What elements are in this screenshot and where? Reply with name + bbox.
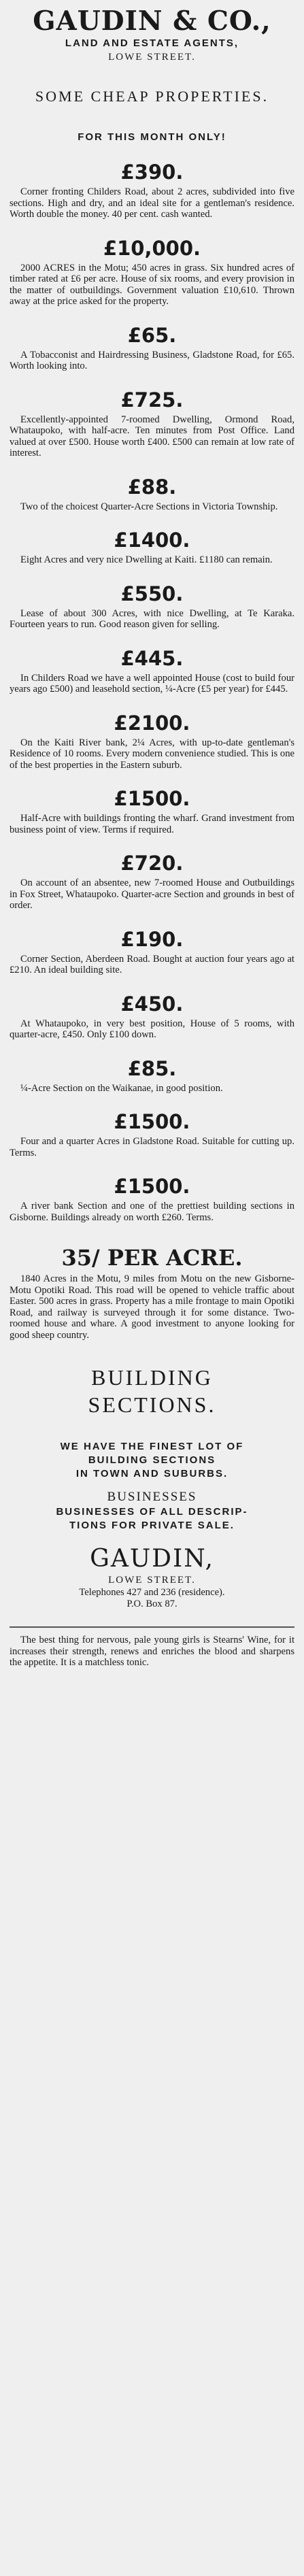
footer-street: LOWE STREET. xyxy=(108,1575,196,1586)
listing-description: Corner fronting Childers Road, about 2 acres, subdivided into five sections. High and dry, and an ideal site for a gentleman's residence. Worth double the money. 40 per cent. cash wanted. xyxy=(10,186,294,220)
listings xyxy=(10,161,294,1223)
masthead-street: LOWE STREET. xyxy=(108,52,196,63)
listing xyxy=(10,992,294,1041)
footer-box: P.O. Box 87. xyxy=(126,1599,178,1609)
listing xyxy=(10,237,294,307)
listing-price: £1500. xyxy=(114,787,190,810)
listing-description: On the Kaiti River bank, 2¼ Acres, with up-to-date gentleman's Residence of 10 rooms. Every modern convenience studied. This is one of the best properties in the Eastern suburb. xyxy=(10,737,294,771)
listing-description: On account of an absentee, new 7-roomed House and Outbuildings in Fox Street, Whataupoko. Quarter-acre Section and grounds in best of order. xyxy=(10,877,294,911)
listing-price: £445. xyxy=(120,646,184,670)
listing-description: Corner Section, Aberdeen Road. Bought at auction four years ago at £210. An ideal building site. xyxy=(10,953,294,975)
listing-price: £85. xyxy=(127,1056,177,1080)
rate-listing xyxy=(10,1245,294,1341)
divider xyxy=(10,1626,294,1628)
listing xyxy=(10,388,294,459)
listing-description: Half-Acre with buildings fronting the wharf. Grand investment from business point of view. Terms if required. xyxy=(10,813,294,835)
footer-telephones: Telephones 427 and 236 (residence). xyxy=(79,1587,225,1598)
listing-description: In Childers Road we have a well appointed House (cost to build four years ago £500) and leasehold section, ¼-Acre (£5 per year) for £445. xyxy=(10,672,294,695)
rate-listing-description: 1840 Acres in the Motu, 9 miles from Motu on the new Gisborne-Motu Opotiki Road. This road will be opened to vehicle traffic about Easter. 500 acres in grass. Property has a mile frontage to main Opotiki Road, and railway is surveyed through it for some distance. Two-roomed house and whare. A good investment to anyone looking for good sheep country. xyxy=(10,1273,294,1341)
listing xyxy=(10,1175,294,1223)
businesses-heading: BUSINESSES xyxy=(107,1490,197,1504)
building-heading-line2: SECTIONS. xyxy=(88,1392,216,1417)
listing-description: At Whataupoko, in very best position, House of 5 rooms, with quarter-acre, £450. Only £100 down. xyxy=(10,1018,294,1040)
subhead: FOR THIS MONTH ONLY! xyxy=(78,131,226,143)
listing-price: £720. xyxy=(120,852,184,875)
listing-description: ¼-Acre Section on the Waikanae, in good position. xyxy=(20,1082,223,1094)
listing-price: £1500. xyxy=(114,1110,190,1133)
listing-price: £450. xyxy=(120,992,184,1016)
listing xyxy=(10,475,294,513)
listing xyxy=(10,1057,294,1094)
listing xyxy=(10,161,294,220)
listing-price: £2100. xyxy=(114,711,190,735)
listing-price: £65. xyxy=(127,323,177,347)
listing-price: £550. xyxy=(120,582,184,605)
tonic-advert: The best thing for nervous, pale young girls is Stearns' Wine, for it increases their strength, renews and enriches the blood and sharpens the appetite. It is a matchless tonic. xyxy=(10,1635,294,1668)
listing-price: £1500. xyxy=(114,1175,190,1198)
listing-description: Two of the choicest Quarter-Acre Sections in Victoria Township. xyxy=(20,501,278,512)
listing xyxy=(10,852,294,911)
listing-description: A Tobacconist and Hairdressing Business, Gladstone Road, for £65. Worth looking into. xyxy=(10,349,294,371)
listing-description: Excellently-appointed 7-roomed Dwelling, Ormond Road, Whataupoko, with half-acre. Ten minutes from Post Office. Land valued at over £500. House worth £400. £500 can remain at low rate of interest. xyxy=(10,414,294,458)
building-heading-line1: BUILDING xyxy=(91,1365,213,1390)
listing xyxy=(10,787,294,835)
headline: SOME CHEAP PROPERTIES. xyxy=(35,88,269,105)
building-notice-line2: BUILDING SECTIONS xyxy=(88,1454,216,1466)
listing-description: A river bank Section and one of the prettiest building sections in Gisborne. Buildings already on worth £260. Terms. xyxy=(10,1201,294,1223)
footer-firm-name: GAUDIN, xyxy=(90,1545,214,1573)
listing-description: 2000 ACRES in the Motu; 450 acres in grass. Six hundred acres of timber rated at £6 per acre. House of six rooms, and every provision in the matter of outbuildings. Government valuation £10,610. Thrown away at the price asked for the property. xyxy=(10,262,294,307)
businesses-line2: TIONS FOR PRIVATE SALE. xyxy=(69,1520,235,1531)
listing xyxy=(10,647,294,695)
listing-price: £10,000. xyxy=(103,236,201,260)
listing-price: £88. xyxy=(127,475,177,499)
listing-price: £190. xyxy=(120,927,184,951)
listing xyxy=(10,1110,294,1158)
building-notice-line3: IN TOWN AND SUBURBS. xyxy=(75,1468,229,1479)
listing-price: £725. xyxy=(120,388,184,412)
listing xyxy=(10,712,294,771)
listing-description: Lease of about 300 Acres, with nice Dwelling, at Te Karaka. Fourteen years to run. Good reason given for selling. xyxy=(10,607,294,630)
listing-description: Eight Acres and very nice Dwelling at Kaiti. £1180 can remain. xyxy=(20,554,273,565)
listing xyxy=(10,582,294,631)
listing-price: £390. xyxy=(120,161,184,184)
listing-price: £1400. xyxy=(114,529,190,552)
listing xyxy=(10,529,294,566)
businesses-line1: BUSINESSES OF ALL DESCRIP- xyxy=(56,1506,248,1518)
listing xyxy=(10,324,294,372)
listing xyxy=(10,928,294,976)
building-notice-line1: WE HAVE THE FINEST LOT OF xyxy=(60,1441,244,1452)
listing-description: Four and a quarter Acres in Gladstone Road. Suitable for cutting up. Terms. xyxy=(10,1136,294,1158)
masthead-firm-name: GAUDIN & CO., xyxy=(33,5,271,37)
rate-listing-price: 35/ PER ACRE. xyxy=(61,1245,243,1271)
masthead-business: LAND AND ESTATE AGENTS, xyxy=(65,37,239,49)
